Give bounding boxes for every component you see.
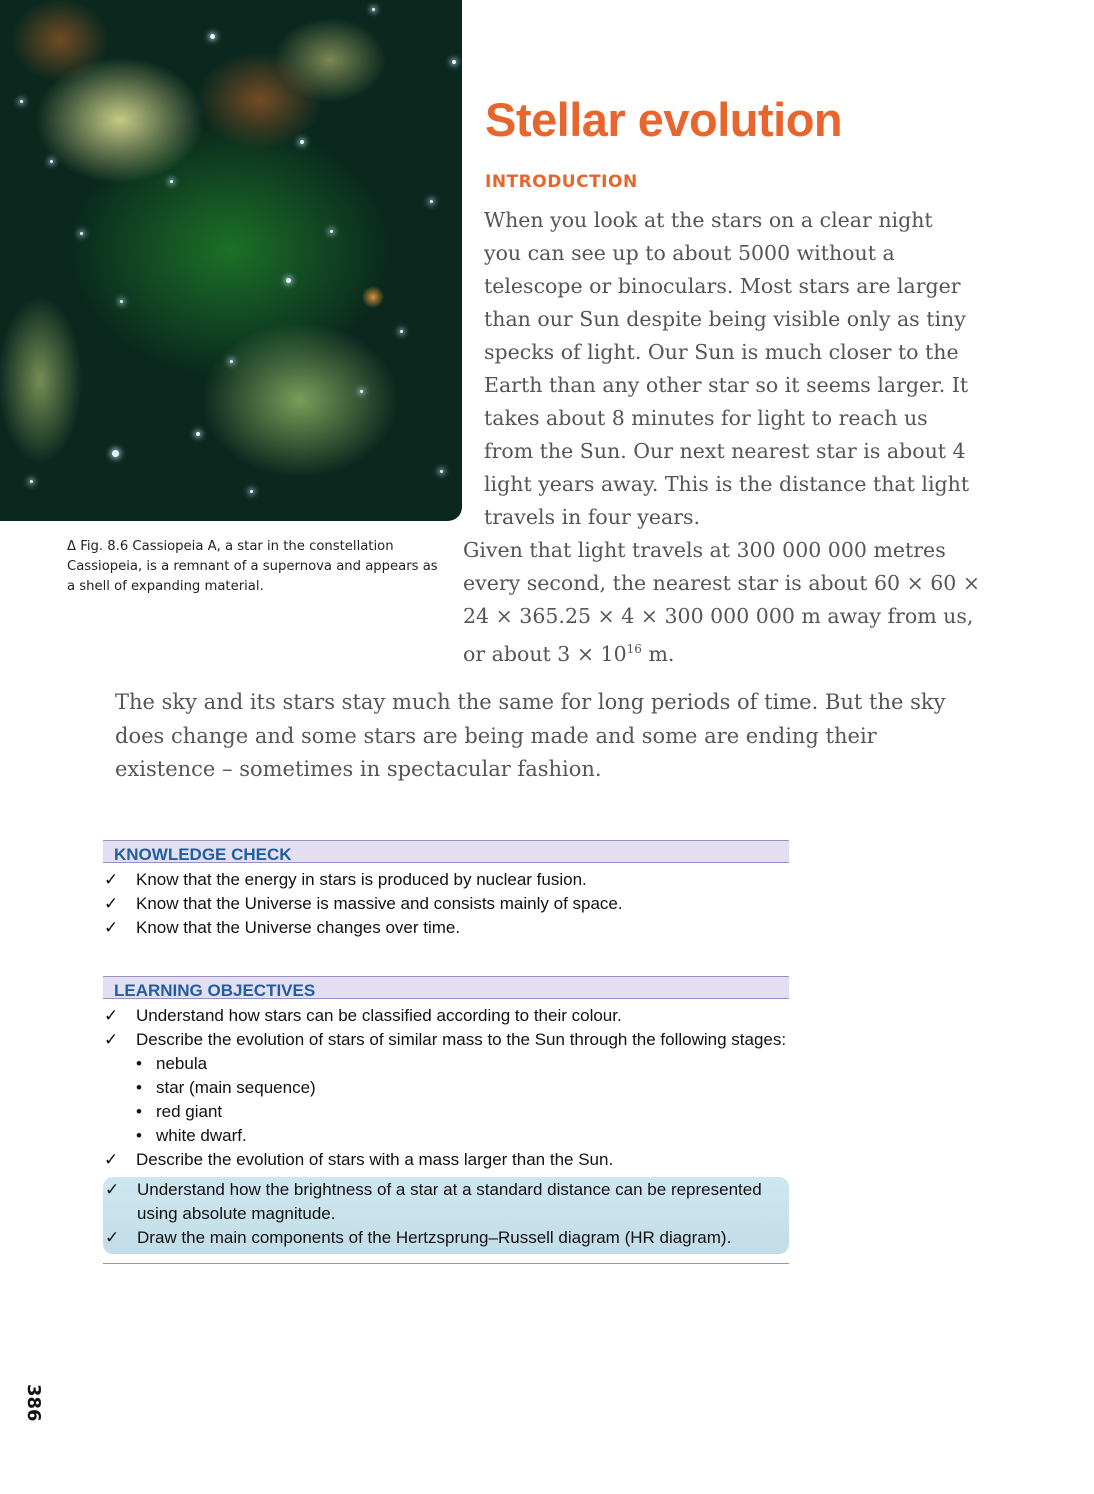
stage-item: • red giant: [136, 1100, 789, 1124]
stage-item: • white dwarf.: [136, 1124, 789, 1148]
stage-item: • nebula: [136, 1052, 789, 1076]
highlighted-objectives: [103, 1177, 789, 1254]
list-item: ✓ Describe the evolution of stars with a mass larger than the Sun.: [103, 1148, 789, 1172]
bullet-icon: •: [136, 1126, 142, 1145]
page-number: 386: [23, 1384, 44, 1422]
list-item: ✓ Draw the main components of the Hertzsprung–Russell diagram (HR diagram).: [103, 1226, 789, 1250]
check-icon: ✓: [104, 870, 119, 889]
divider: [103, 1263, 789, 1264]
check-icon: ✓: [105, 1228, 120, 1247]
knowledge-check-heading: KNOWLEDGE CHECK: [103, 840, 789, 863]
check-icon: ✓: [104, 894, 119, 913]
intro-paragraph-continued: Given that light travels at 300 000 000 metres every second, the nearest star is about 60 × 60 × 24 × 365.25 × 4 × 300 000 000 m away from us, or about $3 \times 10^{16}$ m.: [463, 538, 981, 666]
intro-paragraph: When you look at the stars on a clear night you can see up to about 5000 without a telescope or binoculars. Most stars are larger than our Sun despite being visible only as tiny specks of light. Our Sun is much closer to the Earth than any other star so it seems larger. It takes about 8 minutes for light to reach us from the Sun. Our next nearest star is about 4 light years away. This is the distance that light travels in four years.: [484, 208, 970, 529]
exponent: 16: [626, 642, 642, 656]
cassiopeia-photo: [0, 0, 462, 521]
check-icon: ✓: [104, 1030, 119, 1049]
sky-paragraph: The sky and its stars stay much the same for long periods of time. But the sky does change and some stars are being made and some are ending their existence – sometimes in spectacular fashion.: [115, 690, 946, 781]
stages-list: [136, 1052, 789, 1148]
list-item: ✓ Describe the evolution of stars of similar mass to the Sun through the following stages: • nebula • star (main sequence) • red giant • white dwarf.: [103, 1028, 789, 1148]
list-item: ✓ Understand how stars can be classified according to their colour.: [103, 1004, 789, 1028]
check-icon: ✓: [105, 1180, 120, 1199]
learning-objectives-list: [103, 1004, 789, 1172]
list-item: ✓ Understand how the brightness of a star at a standard distance can be represented using absolute magnitude.: [105, 1180, 762, 1223]
list-item: ✓ Know that the Universe is massive and consists mainly of space.: [103, 892, 789, 916]
introduction-heading: INTRODUCTION: [485, 172, 638, 192]
check-icon: ✓: [104, 1150, 119, 1169]
knowledge-check-list: [103, 868, 789, 940]
figure-caption: Δ Fig. 8.6 Cassiopeia A, a star in the constellation Cassiopeia, is a remnant of a supernova and appears as a shell of expanding material.: [67, 539, 438, 594]
bullet-icon: •: [136, 1102, 142, 1121]
learning-objectives-heading: LEARNING OBJECTIVES: [103, 976, 789, 999]
check-icon: ✓: [104, 918, 119, 937]
bullet-icon: •: [136, 1054, 142, 1073]
bullet-icon: •: [136, 1078, 142, 1097]
knowledge-check-box: [103, 840, 789, 940]
learning-objectives-box: [103, 976, 789, 1264]
stage-item: • star (main sequence): [136, 1076, 789, 1100]
list-item: ✓ Know that the Universe changes over time.: [103, 916, 789, 940]
check-icon: ✓: [104, 1006, 119, 1025]
list-item: ✓ Know that the energy in stars is produced by nuclear fusion.: [103, 868, 789, 892]
page-title: Stellar evolution: [485, 93, 843, 146]
